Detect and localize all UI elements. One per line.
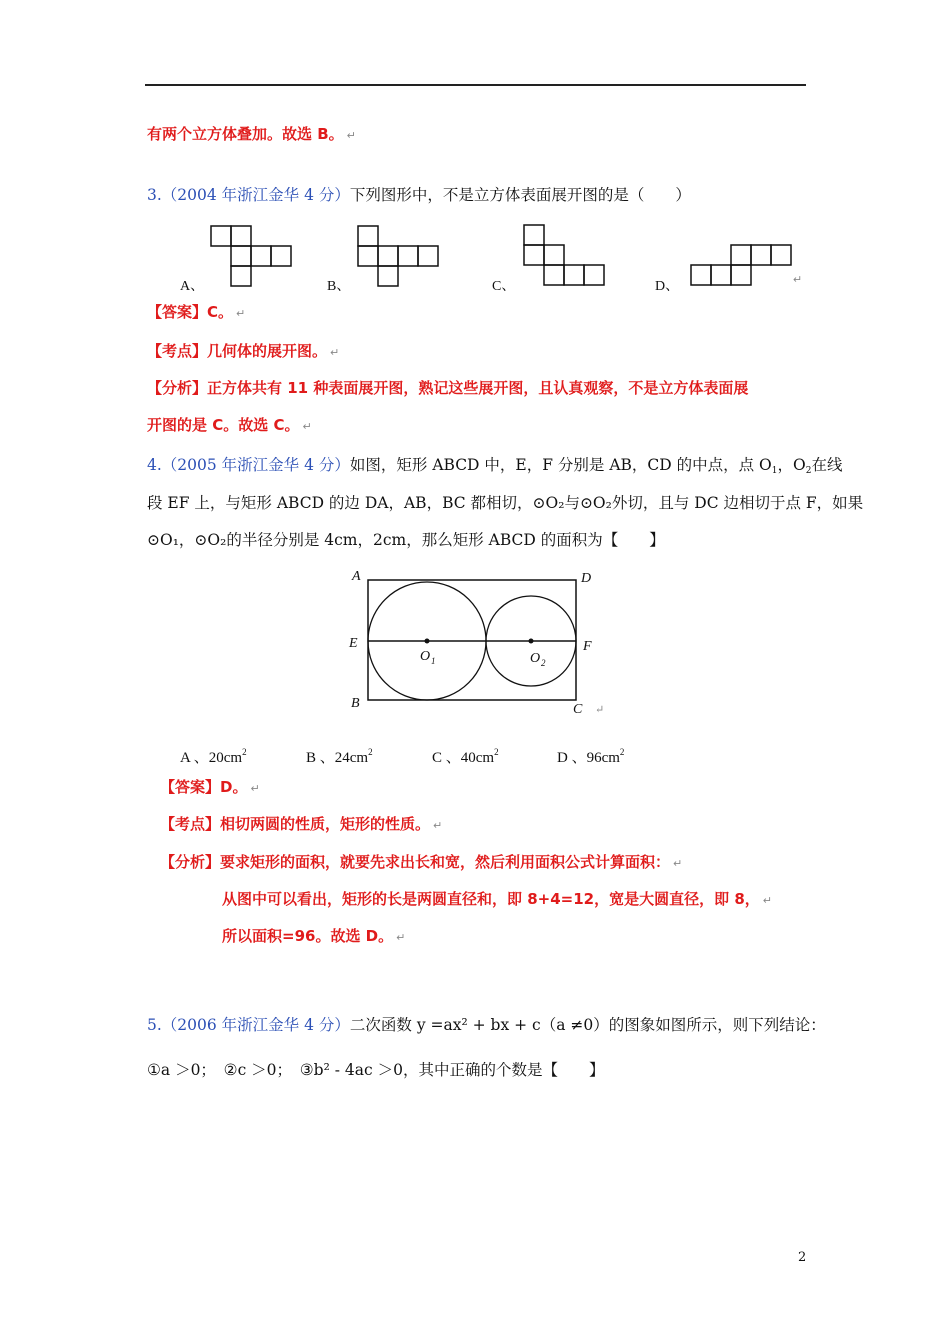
q3-option-a: A、 — [180, 279, 205, 294]
q3-analysis-line2: 开图的是 C。故选 C。 ↵ — [147, 416, 312, 434]
label-o2-sub: 2 — [541, 658, 546, 668]
q4-stem-line2: 段 EF 上，与矩形 ABCD 的边 DA，AB，BC 都相切，⊙O₂与⊙O₂外切，且与 DC 边相切于点 F，如果 — [147, 494, 864, 512]
q3-topic: 【考点】几何体的展开图。 ↵ — [147, 342, 340, 360]
q4-analysis-line3: 所以面积=96。故选 D。 ↵ — [222, 927, 406, 945]
q4-choice-c: C 、$40cm^2$ — [432, 747, 499, 766]
q3-analysis-line1: 【分析】正方体共有 11 种表面展开图，熟记这些展开图，且认真观察，不是立方体表面展 — [147, 379, 749, 397]
label-o1-sub: 1 — [431, 656, 436, 666]
q4-choice-d: D 、$96cm^2$ — [557, 747, 625, 766]
label-o2: O — [530, 651, 541, 666]
q3-option-c: C、 — [492, 279, 516, 294]
q3-stem: 3.（2004 年浙江金华 4 分）下列图形中，不是立方体表面展开图的是（ ） — [147, 186, 691, 204]
center-o1 — [425, 639, 430, 644]
q3-option-d: D、 — [655, 279, 680, 294]
label-d: D — [581, 571, 592, 586]
q4-stem-line1: 4.（2005 年浙江金华 4 分）如图，矩形 ABCD 中，E，F 分别是 AB，CD 的中点，点 $O_1$，$O_2$在线 — [147, 456, 843, 476]
q5-stem-line1: 5.（2006 年浙江金华 4 分）二次函数 y =ax² + bx + c（a ≠0）的图象如图所示，则下列结论： — [147, 1016, 826, 1034]
q4-choice-b: B 、$24cm^2$ — [306, 747, 373, 766]
q4-analysis-line2: 从图中可以看出，矩形的长是两圆直径和，即 8+4=12，宽是大圆直径，即 8， ↵ — [222, 890, 772, 908]
center-o2 — [529, 639, 534, 644]
label-a: A — [352, 569, 361, 584]
continuation-text: 有两个立方体叠加。故选 B。 ↵ — [147, 125, 356, 143]
return-mark: ↵ — [793, 274, 803, 286]
q4-choice-a: A 、$20cm^2$ — [180, 747, 247, 766]
q4-answer: 【答案】D。 ↵ — [160, 778, 260, 796]
q4-stem-line3: ⊙O₁，⊙O₂的半径分别是 4cm，2cm，那么矩形 ABCD 的面积为【 】 — [147, 531, 665, 549]
q4-analysis-line1: 【分析】要求矩形的面积，就要先求出长和宽，然后利用面积公式计算面积： ↵ — [160, 853, 683, 871]
label-b: B — [351, 696, 360, 711]
label-c: C — [573, 702, 583, 717]
page-number: 2 — [798, 1250, 807, 1265]
q4-topic: 【考点】相切两圆的性质，矩形的性质。 ↵ — [160, 815, 443, 833]
q3-option-b: B、 — [327, 279, 351, 294]
label-f: F — [583, 639, 592, 654]
label-o1: O — [420, 649, 431, 664]
svg-text:↵: ↵ — [595, 703, 605, 716]
q3-answer: 【答案】C。 ↵ — [147, 303, 246, 321]
label-e: E — [349, 636, 358, 651]
q5-stem-line2: ①a ＞0； ②c ＞0； ③b² - 4ac ＞0，其中正确的个数是【 】 — [147, 1061, 605, 1079]
